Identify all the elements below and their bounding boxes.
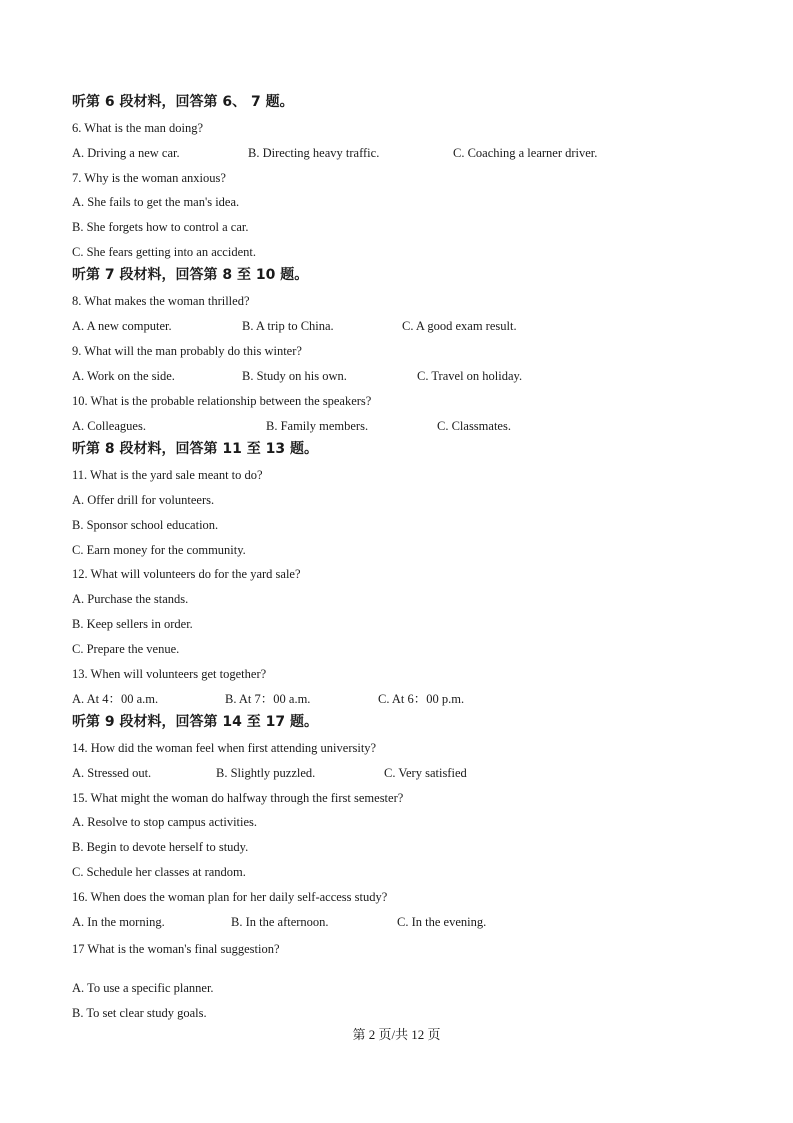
- q8-option-a: A. A new computer.: [72, 319, 172, 333]
- question-15: 15. What might the woman do halfway through the first semester?: [72, 791, 404, 805]
- question-6: 6. What is the man doing?: [72, 121, 203, 135]
- section-7-heading: 听第 7 段材料，回答第 8 至 10 题。: [72, 267, 309, 283]
- q15-option-c: C. Schedule her classes at random.: [72, 865, 246, 879]
- q11-option-b: B. Sponsor school education.: [72, 518, 219, 532]
- q7-option-c: C. She fears getting into an accident.: [72, 245, 256, 259]
- section-6-heading: 听第 6 段材料，回答第 6、 7 题。: [72, 94, 294, 110]
- q6-option-a: A. Driving a new car.: [72, 146, 180, 160]
- q13-option-a: A. At 4：00 a.m.: [72, 692, 159, 706]
- q17-option-b: B. To set clear study goals.: [72, 1006, 207, 1020]
- q7-option-a: A. She fails to get the man's idea.: [72, 195, 240, 209]
- q14-option-b: B. Slightly puzzled.: [216, 766, 316, 780]
- q6-option-b: B. Directing heavy traffic.: [248, 146, 380, 160]
- question-17: 17 What is the woman's final suggestion?: [72, 942, 280, 956]
- question-8: 8. What makes the woman thrilled?: [72, 294, 250, 308]
- q9-option-b: B. Study on his own.: [242, 369, 347, 383]
- question-7: 7. Why is the woman anxious?: [72, 171, 226, 185]
- q8-option-c: C. A good exam result.: [402, 319, 517, 333]
- q16-option-a: A. In the morning.: [72, 915, 165, 929]
- q16-option-c: C. In the evening.: [397, 915, 487, 929]
- q12-option-b: B. Keep sellers in order.: [72, 617, 193, 631]
- q13-option-b: B. At 7：00 a.m.: [225, 692, 311, 706]
- q15-option-a: A. Resolve to stop campus activities.: [72, 815, 258, 829]
- q11-option-c: C. Earn money for the community.: [72, 543, 246, 557]
- q10-option-b: B. Family members.: [266, 419, 369, 433]
- q9-option-c: C. Travel on holiday.: [417, 369, 523, 383]
- q6-option-c: C. Coaching a learner driver.: [453, 146, 598, 160]
- question-14: 14. How did the woman feel when first attending university?: [72, 741, 377, 755]
- q16-option-b: B. In the afternoon.: [231, 915, 329, 929]
- q17-option-a: A. To use a specific planner.: [72, 981, 214, 995]
- q7-option-b: B. She forgets how to control a car.: [72, 220, 249, 234]
- q12-option-c: C. Prepare the venue.: [72, 642, 180, 656]
- q10-option-a: A. Colleagues.: [72, 419, 146, 433]
- question-11: 11. What is the yard sale meant to do?: [72, 468, 263, 482]
- q8-option-b: B. A trip to China.: [242, 319, 334, 333]
- q14-option-c: C. Very satisfied: [384, 766, 467, 780]
- question-10: 10. What is the probable relationship between the speakers?: [72, 394, 372, 408]
- q14-option-a: A. Stressed out.: [72, 766, 152, 780]
- q12-option-a: A. Purchase the stands.: [72, 592, 189, 606]
- q13-option-c: C. At 6：00 p.m.: [378, 692, 465, 706]
- q10-option-c: C. Classmates.: [437, 419, 511, 433]
- section-9-heading: 听第 9 段材料，回答第 14 至 17 题。: [72, 714, 318, 730]
- section-8-heading: 听第 8 段材料，回答第 11 至 13 题。: [72, 441, 318, 457]
- q9-option-a: A. Work on the side.: [72, 369, 175, 383]
- q11-option-a: A. Offer drill for volunteers.: [72, 493, 215, 507]
- page-number-footer: 第 2 页/共 12 页: [352, 1027, 441, 1042]
- question-13: 13. When will volunteers get together?: [72, 667, 267, 681]
- question-9: 9. What will the man probably do this winter?: [72, 344, 302, 358]
- q15-option-b: B. Begin to devote herself to study.: [72, 840, 249, 854]
- question-16: 16. When does the woman plan for her daily self-access study?: [72, 890, 388, 904]
- question-12: 12. What will volunteers do for the yard sale?: [72, 567, 301, 581]
